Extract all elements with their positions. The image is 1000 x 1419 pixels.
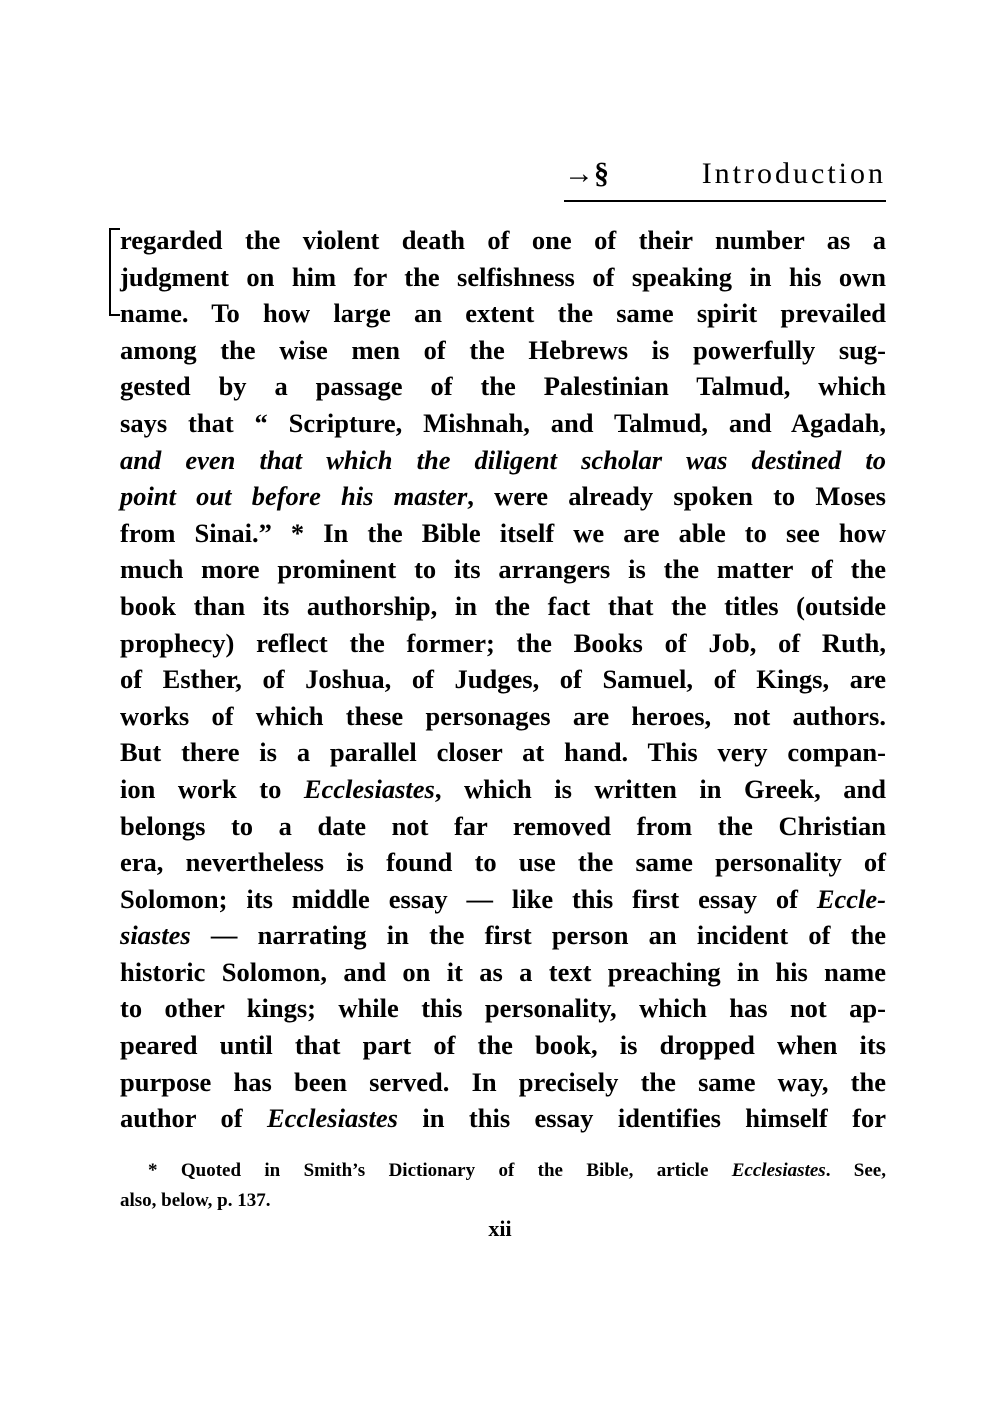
text-line: belongs to a date not far removed from the Christian <box>120 810 886 841</box>
footnote <box>120 1156 886 1216</box>
text-line: siastes — narrating in the first person an incident of the <box>120 920 886 951</box>
text-line: ion work to Ecclesiastes, which is written in Greek, and <box>120 773 886 804</box>
text-line: point out before his master, were already spoken to Moses <box>120 481 886 512</box>
text-line: of Esther, of Joshua, of Judges, of Samuel, of Kings, are <box>120 664 886 695</box>
text-line: from Sinai.” * In the Bible itself we are able to see how <box>120 517 886 548</box>
text-line: says that “ Scripture, Mishnah, and Talmud, and Agadah, <box>120 407 886 438</box>
text-line: Solomon; its middle essay — like this first essay of Eccle- <box>120 883 886 914</box>
text-line: gested by a passage of the Palestinian Talmud, which <box>120 371 886 402</box>
text-line: prophecy) reflect the former; the Books of Job, of Ruth, <box>120 627 886 658</box>
text-line: author of Ecclesiastes in this essay identifies himself for <box>120 1103 886 1134</box>
margin-bracket <box>109 228 120 316</box>
text-line: name. To how large an extent the same spirit prevailed <box>120 298 886 329</box>
running-head-title: Introduction <box>701 157 886 190</box>
text-line: era, nevertheless is found to use the same personality of <box>120 847 886 878</box>
body-text <box>120 222 886 1137</box>
text-line: regarded the violent death of one of their number as a <box>120 225 886 255</box>
text-line: purpose has been served. In precisely the same way, the <box>120 1066 886 1097</box>
text-line: among the wise men of the Hebrews is powerfully sug- <box>120 334 886 365</box>
text-line: and even that which the diligent scholar was destined to <box>120 444 886 475</box>
footnote-line: also, below, p. 137. <box>120 1190 271 1211</box>
footnote-line: * Quoted in Smith’s Dictionary of the Bible, article Ecclesiastes. See, <box>148 1160 886 1181</box>
text-line: works of which these personages are heroes, not authors. <box>120 700 886 731</box>
section-mark-icon: →§ <box>564 157 609 190</box>
text-line: historic Solomon, and on it as a text preaching in his name <box>120 956 886 987</box>
text-line: peared until that part of the book, is dropped when its <box>120 1030 886 1061</box>
running-header <box>564 150 886 202</box>
text-line: much more prominent to its arrangers is the matter of the <box>120 554 886 585</box>
text-line: But there is a parallel closer at hand. This very compan- <box>120 737 886 768</box>
text-line: to other kings; while this personality, which has not ap- <box>120 993 886 1024</box>
page-number: xii <box>488 1216 512 1241</box>
text-line: judgment on him for the selfishness of speaking in his own <box>120 261 886 292</box>
text-line: book than its authorship, in the fact that the titles (outside <box>120 590 886 621</box>
